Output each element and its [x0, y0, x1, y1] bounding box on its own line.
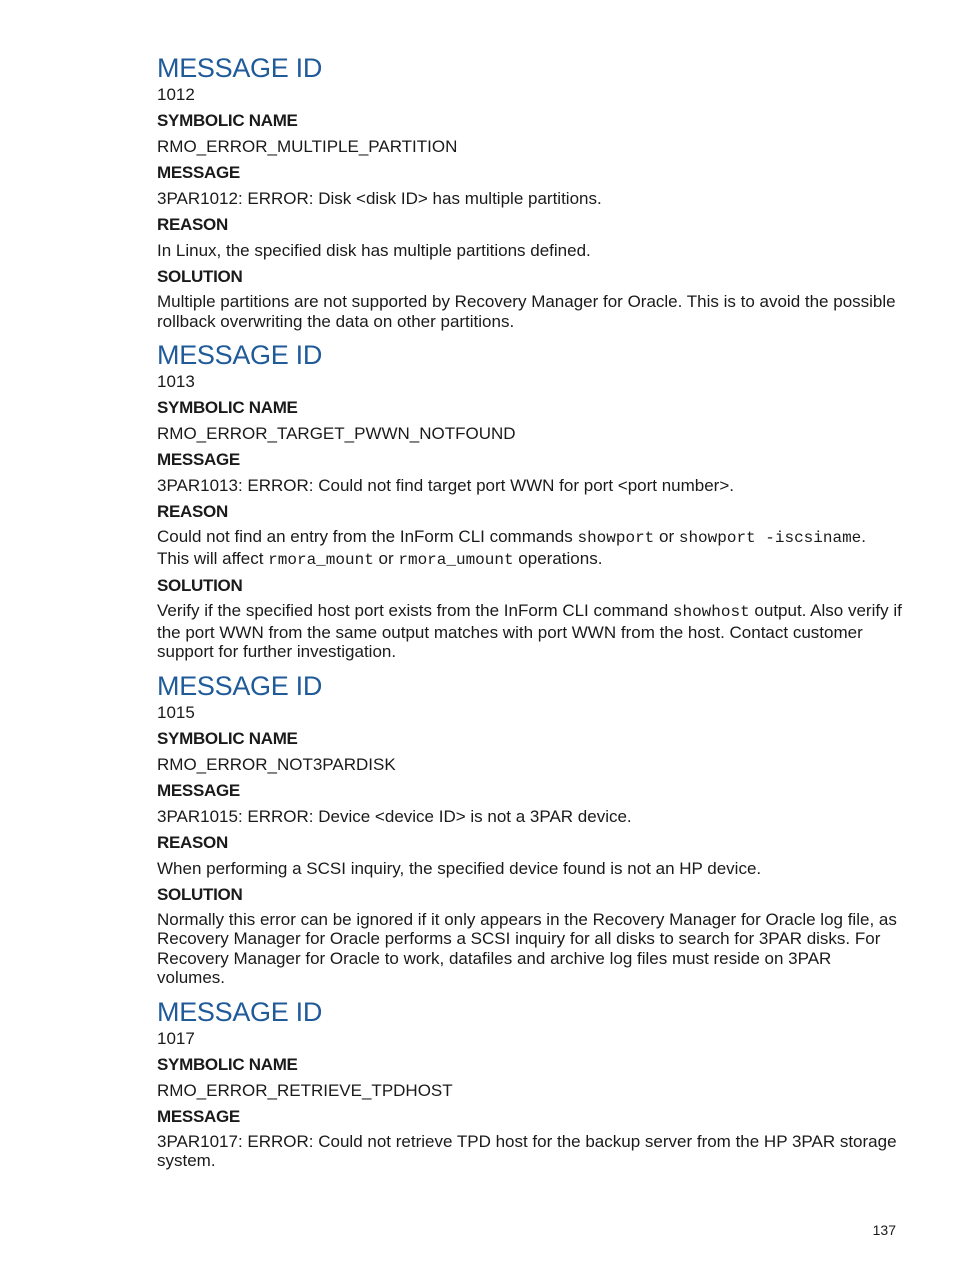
command-rmora-umount: rmora_umount [398, 550, 514, 569]
reason-text: Could not find an entry from the InForm CLI commands [157, 527, 578, 546]
symbolic-name-value: RMO_ERROR_NOT3PARDISK [157, 754, 396, 774]
symbolic-name-value: RMO_ERROR_RETRIEVE_TPDHOST [157, 1080, 453, 1100]
solution-value [157, 601, 902, 662]
command-showport: showport [577, 529, 655, 547]
symbolic-name-label: SYMBOLIC NAME [157, 111, 298, 130]
solution-text: output. Also verify if the port WWN from the same output matches with port WWN from the host. Contact customer support for further investigation. [157, 601, 902, 661]
reason-text: . This will affect [157, 527, 867, 568]
symbolic-name-value: RMO_ERROR_MULTIPLE_PARTITION [157, 137, 458, 156]
command-rmora-mount: rmora_mount [268, 550, 374, 569]
symbolic-name-value: RMO_ERROR_TARGET_PWWN_NOTFOUND [157, 424, 516, 443]
message-value: 3PAR1012: ERROR: Disk <disk ID> has multiple partitions. [157, 189, 602, 208]
solution-value: Normally this error can be ignored if it only appears in the Recovery Manager for Oracle log file, as Recovery Manager for Oracle performs a SCSI inquiry for all disks to search for 3PAR disks. For Recovery Manager for Oracle to work, datafiles and archive log files must reside on 3PAR volumes. [157, 909, 897, 987]
message-id-heading: MESSAGE ID [157, 340, 323, 370]
message-id-heading: MESSAGE ID [157, 53, 323, 83]
message-id-value: 1015 [157, 702, 195, 722]
reason-text: or [654, 527, 679, 546]
command-showhost: showhost [672, 603, 750, 621]
message-id-value: 1017 [157, 1028, 195, 1048]
reason-value: When performing a SCSI inquiry, the specified device found is not an HP device. [157, 858, 762, 878]
command-showport-iscsiname: showport -iscsiname [678, 529, 862, 547]
message-entry-1017 [157, 996, 902, 1171]
message-label: MESSAGE [157, 163, 240, 182]
reason-label: REASON [157, 215, 228, 234]
document-page [157, 52, 902, 1179]
message-id-heading: MESSAGE ID [157, 996, 323, 1027]
reason-label: REASON [157, 502, 228, 521]
message-label: MESSAGE [157, 780, 240, 800]
message-value: 3PAR1013: ERROR: Could not find target port WWN for port <port number>. [157, 476, 734, 495]
reason-text: or [373, 548, 399, 568]
solution-label: SOLUTION [157, 267, 243, 286]
message-entry-1015 [157, 670, 902, 988]
message-entry-1012 [157, 52, 902, 331]
page-number: 137 [872, 1222, 896, 1238]
reason-text: operations. [513, 548, 603, 568]
message-id-value: 1012 [157, 85, 195, 104]
solution-value: Multiple partitions are not supported by Recovery Manager for Oracle. This is to avoid the possible rollback overwriting the data on other partitions. [157, 292, 896, 331]
solution-label: SOLUTION [157, 576, 243, 595]
reason-value: In Linux, the specified disk has multiple partitions defined. [157, 241, 591, 260]
message-label: MESSAGE [157, 1106, 240, 1126]
symbolic-name-label: SYMBOLIC NAME [157, 1054, 298, 1074]
message-value: 3PAR1017: ERROR: Could not retrieve TPD host for the backup server from the HP 3PAR storage system. [157, 1131, 897, 1170]
reason-label: REASON [157, 832, 228, 852]
symbolic-name-label: SYMBOLIC NAME [157, 398, 298, 417]
solution-text: Verify if the specified host port exists from the InForm CLI command [157, 601, 673, 620]
message-value: 3PAR1015: ERROR: Device <device ID> is not a 3PAR device. [157, 806, 632, 826]
solution-label: SOLUTION [157, 884, 243, 904]
message-label: MESSAGE [157, 450, 240, 469]
message-id-value: 1013 [157, 372, 195, 391]
message-entry-1013 [157, 339, 902, 662]
message-id-heading: MESSAGE ID [157, 670, 323, 701]
reason-value [157, 527, 902, 570]
symbolic-name-label: SYMBOLIC NAME [157, 728, 298, 748]
